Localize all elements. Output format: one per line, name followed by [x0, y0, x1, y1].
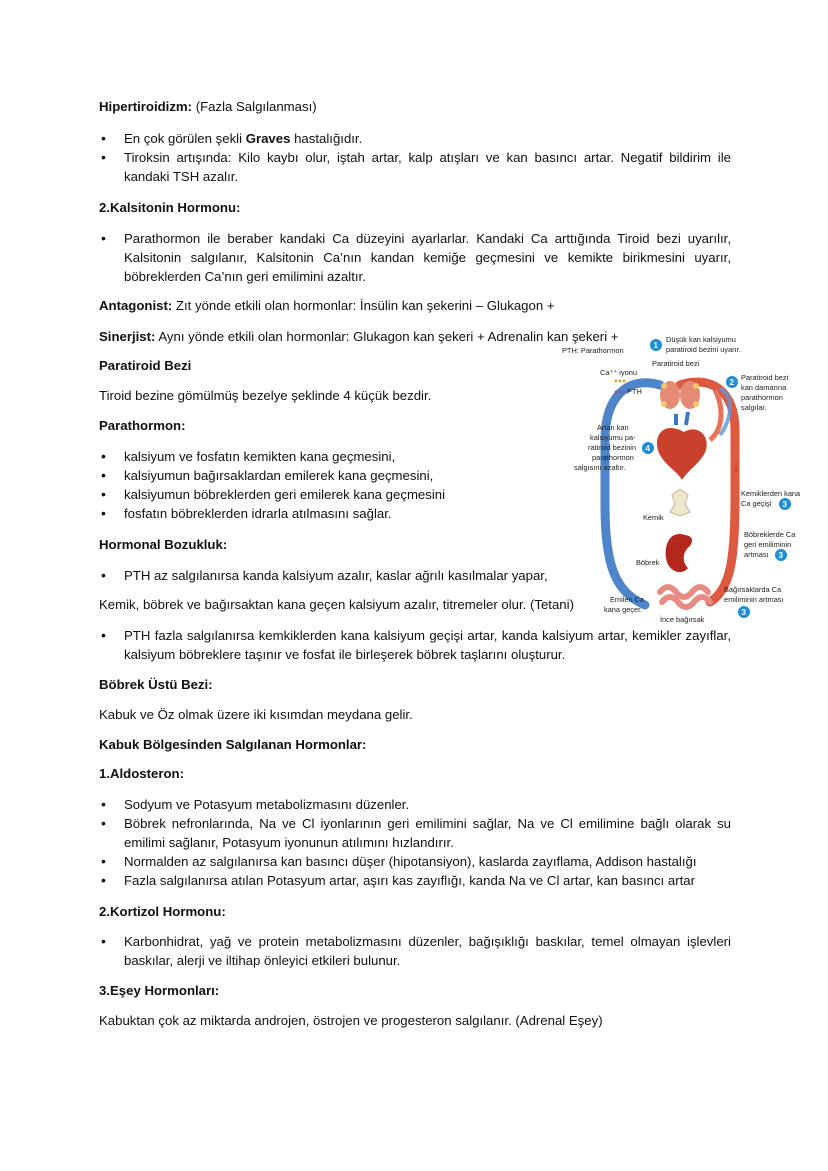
list-item: • Normalden az salgılanırsa kan basıncı düşer (hipotansiyon), kaslarda zayıflama, Addison hastalığı	[99, 852, 731, 871]
svg-text:Kemiklerden kana: Kemiklerden kana	[741, 489, 801, 498]
list-item: • En çok görülen şekli Graves hastalığıdır.	[99, 129, 731, 148]
list-item: • Fazla salgılanırsa atılan Potasyum artar, aşırı kas zayıflığı, kanda Na ve Cl artar, kan basıncı artar	[99, 871, 731, 890]
svg-text:paratiroid bezini uyarır.: paratiroid bezini uyarır.	[666, 345, 741, 354]
aldosteron-heading: 1.Aldosteron:	[99, 766, 184, 781]
svg-text:Bağırsaklarda Ca: Bağırsaklarda Ca	[724, 585, 782, 594]
list-item: • Böbrek nefronlarında, Na ve Cl iyonlarının geri emilimini sağlar, Na ve Cl emilimine bağlı olarak su emilimi sağlanır, Potasyum iyonunun atılımını hızlandırır.	[99, 814, 731, 852]
list-item: • Tiroksin artışında: Kilo kaybı olur, iştah artar, kalp atışları ve kan basıncı artar. Negatif bildirim ile kandaki TSH azalır.	[99, 148, 731, 186]
svg-text:Artan kan: Artan kan	[597, 423, 629, 432]
heart-icon	[657, 428, 707, 480]
kabuk-heading: Kabuk Bölgesinden Salgılanan Hormonlar:	[99, 737, 367, 752]
parathyroid-gland	[661, 383, 667, 389]
list-item: • PTH az salgılanırsa kanda kalsiyum azalır, kaslar ağrılı kasılmalar yapar,	[99, 566, 479, 585]
paratiroid-text: Tiroid bezine gömülmüş bezelye şeklinde 4 küçük bezdir.	[99, 388, 432, 403]
calcium-regulation-diagram	[560, 330, 810, 630]
hipertiroidizm-heading: Hipertiroidizm: (Fazla Salgılanması)	[99, 99, 317, 114]
parathormon-list	[99, 447, 479, 523]
step-2-badge: 2	[729, 378, 734, 387]
parathyroid-gland	[693, 401, 699, 407]
svg-text:kana geçer.: kana geçer.	[604, 605, 643, 614]
pth-legend-label: PTH: Parathormon	[562, 346, 624, 355]
list-item: • kalsiyumun bağırsaklardan emilerek kana geçmesini,	[99, 466, 479, 485]
list-item: • Sodyum ve Potasyum metabolizmasını düzenler.	[99, 795, 731, 814]
paratiroid-label: Paratiroid bezi	[652, 359, 700, 368]
svg-text:salgısını azaltır.: salgısını azaltır.	[574, 463, 626, 472]
svg-text:geri emiliminin: geri emiliminin	[744, 540, 792, 549]
svg-text:salgılar.: salgılar.	[741, 403, 767, 412]
list-item: • PTH fazla salgılanırsa kemkiklerden kana kalsiyum geçişi artar, kanda kalsiyum artar, kemikler zayıflar, kalsiyum böbreklere taşınır ve fosfat ile birleşerek böbrek taşlarını oluşturur.	[99, 626, 731, 664]
bobrek-label: Böbrek	[636, 558, 660, 567]
blood-vessel-blue	[605, 383, 660, 605]
parathormon-heading: Parathormon:	[99, 418, 186, 433]
svg-text:kan damarına: kan damarına	[741, 383, 787, 392]
aldosteron-list	[99, 795, 731, 890]
svg-text:Böbreklerde Ca: Böbreklerde Ca	[744, 530, 796, 539]
parathyroid-gland	[661, 401, 667, 407]
svg-text:Paratiroid bezi: Paratiroid bezi	[741, 373, 789, 382]
sinerjist-line: Sinerjist: Aynı yönde etkili olan hormonlar: Glukagon kan şekeri + Adrenalin kan şekeri +	[99, 329, 619, 344]
svg-text:parathormon: parathormon	[592, 453, 634, 462]
svg-text:3: 3	[778, 551, 783, 560]
return-vessel-red	[710, 390, 721, 440]
list-item: • kalsiyum ve fosfatın kemikten kana geçmesini,	[99, 447, 479, 466]
svg-text:kalsiyumu pa-: kalsiyumu pa-	[590, 433, 636, 442]
step-1-badge: 1	[653, 341, 658, 350]
esey-text: Kabuktan çok az miktarda androjen, östrojen ve progesteron salgılanır. (Adrenal Eşey)	[99, 1013, 603, 1028]
bozukluk-heading: Hormonal Bozukluk:	[99, 537, 228, 552]
hipertiroidizm-list	[99, 129, 731, 186]
kalsitonin-list	[99, 229, 731, 286]
ca-legend-label: Ca⁺⁺ iyonu	[600, 368, 637, 377]
kemik-label: Kemik	[643, 513, 664, 522]
list-item: • Karbonhidrat, yağ ve protein metabolizmasını düzenler, bağışıklığı baskılar, temel olmayan işlevleri baskılar, alerji ve iltihap önleyici etkileri bulunur.	[99, 932, 731, 970]
bobrekustu-text: Kabuk ve Öz olmak üzere iki kısımdan meydana gelir.	[99, 707, 413, 722]
tetani-line: Kemik, böbrek ve bağırsaktan kana geçen kalsiyum azalır, titremeler olur. (Tetani)	[99, 597, 574, 612]
ince-bagirsak-label: İnce bağırsak	[660, 615, 705, 624]
kalsitonin-heading: 2.Kalsitonin Hormonu:	[99, 200, 241, 215]
svg-text:Ca geçişi: Ca geçişi	[741, 499, 772, 508]
bobrekustu-heading: Böbrek Üstü Bezi:	[99, 677, 213, 692]
list-item: • kalsiyumun böbreklerden geri emilerek kana geçmesini	[99, 485, 479, 504]
kortizol-list	[99, 932, 731, 970]
bone-icon	[670, 489, 690, 516]
bozukluk-list-2	[99, 626, 731, 664]
step-3-badge: 3	[782, 500, 787, 509]
svg-text:Emilen Ca: Emilen Ca	[610, 595, 645, 604]
intestine-icon	[660, 587, 710, 607]
svg-text:parathormon: parathormon	[741, 393, 783, 402]
svg-text:emiliminin artması: emiliminin artması	[724, 595, 784, 604]
kidney-icon	[666, 534, 692, 572]
antagonist-line: Antagonist: Zıt yönde etkili olan hormonlar: İnsülin kan şekerini – Glukagon +	[99, 298, 555, 313]
list-item: • Parathormon ile beraber kandaki Ca düzeyini ayarlarlar. Kandaki Ca arttığında Tiroid bezi uyarılır, Kalsitonin salgılanır, Kalsitonin Ca’nın kandan kemiğe geçmesini ve kemikte birikmesini uyarır, böbreklerden Ca’nın geri emilimini azaltır.	[99, 229, 731, 286]
kortizol-heading: 2.Kortizol Hormonu:	[99, 904, 226, 919]
step-4-badge: 4	[645, 444, 650, 453]
svg-text:Düşük kan kalsiyumu: Düşük kan kalsiyumu	[666, 335, 736, 344]
parathyroid-gland	[693, 383, 699, 389]
esey-heading: 3.Eşey Hormonları:	[99, 983, 220, 998]
bozukluk-list-1	[99, 566, 548, 585]
svg-text:ratiroid bezinin: ratiroid bezinin	[588, 443, 637, 452]
paratiroid-heading: Paratiroid Bezi	[99, 358, 192, 373]
svg-text:3: 3	[741, 608, 746, 617]
list-item: • fosfatın böbreklerden idrarla atılmasını sağlar.	[99, 504, 479, 523]
pth-legend-short: PTH	[627, 387, 642, 396]
svg-text:artması: artması	[744, 550, 769, 559]
